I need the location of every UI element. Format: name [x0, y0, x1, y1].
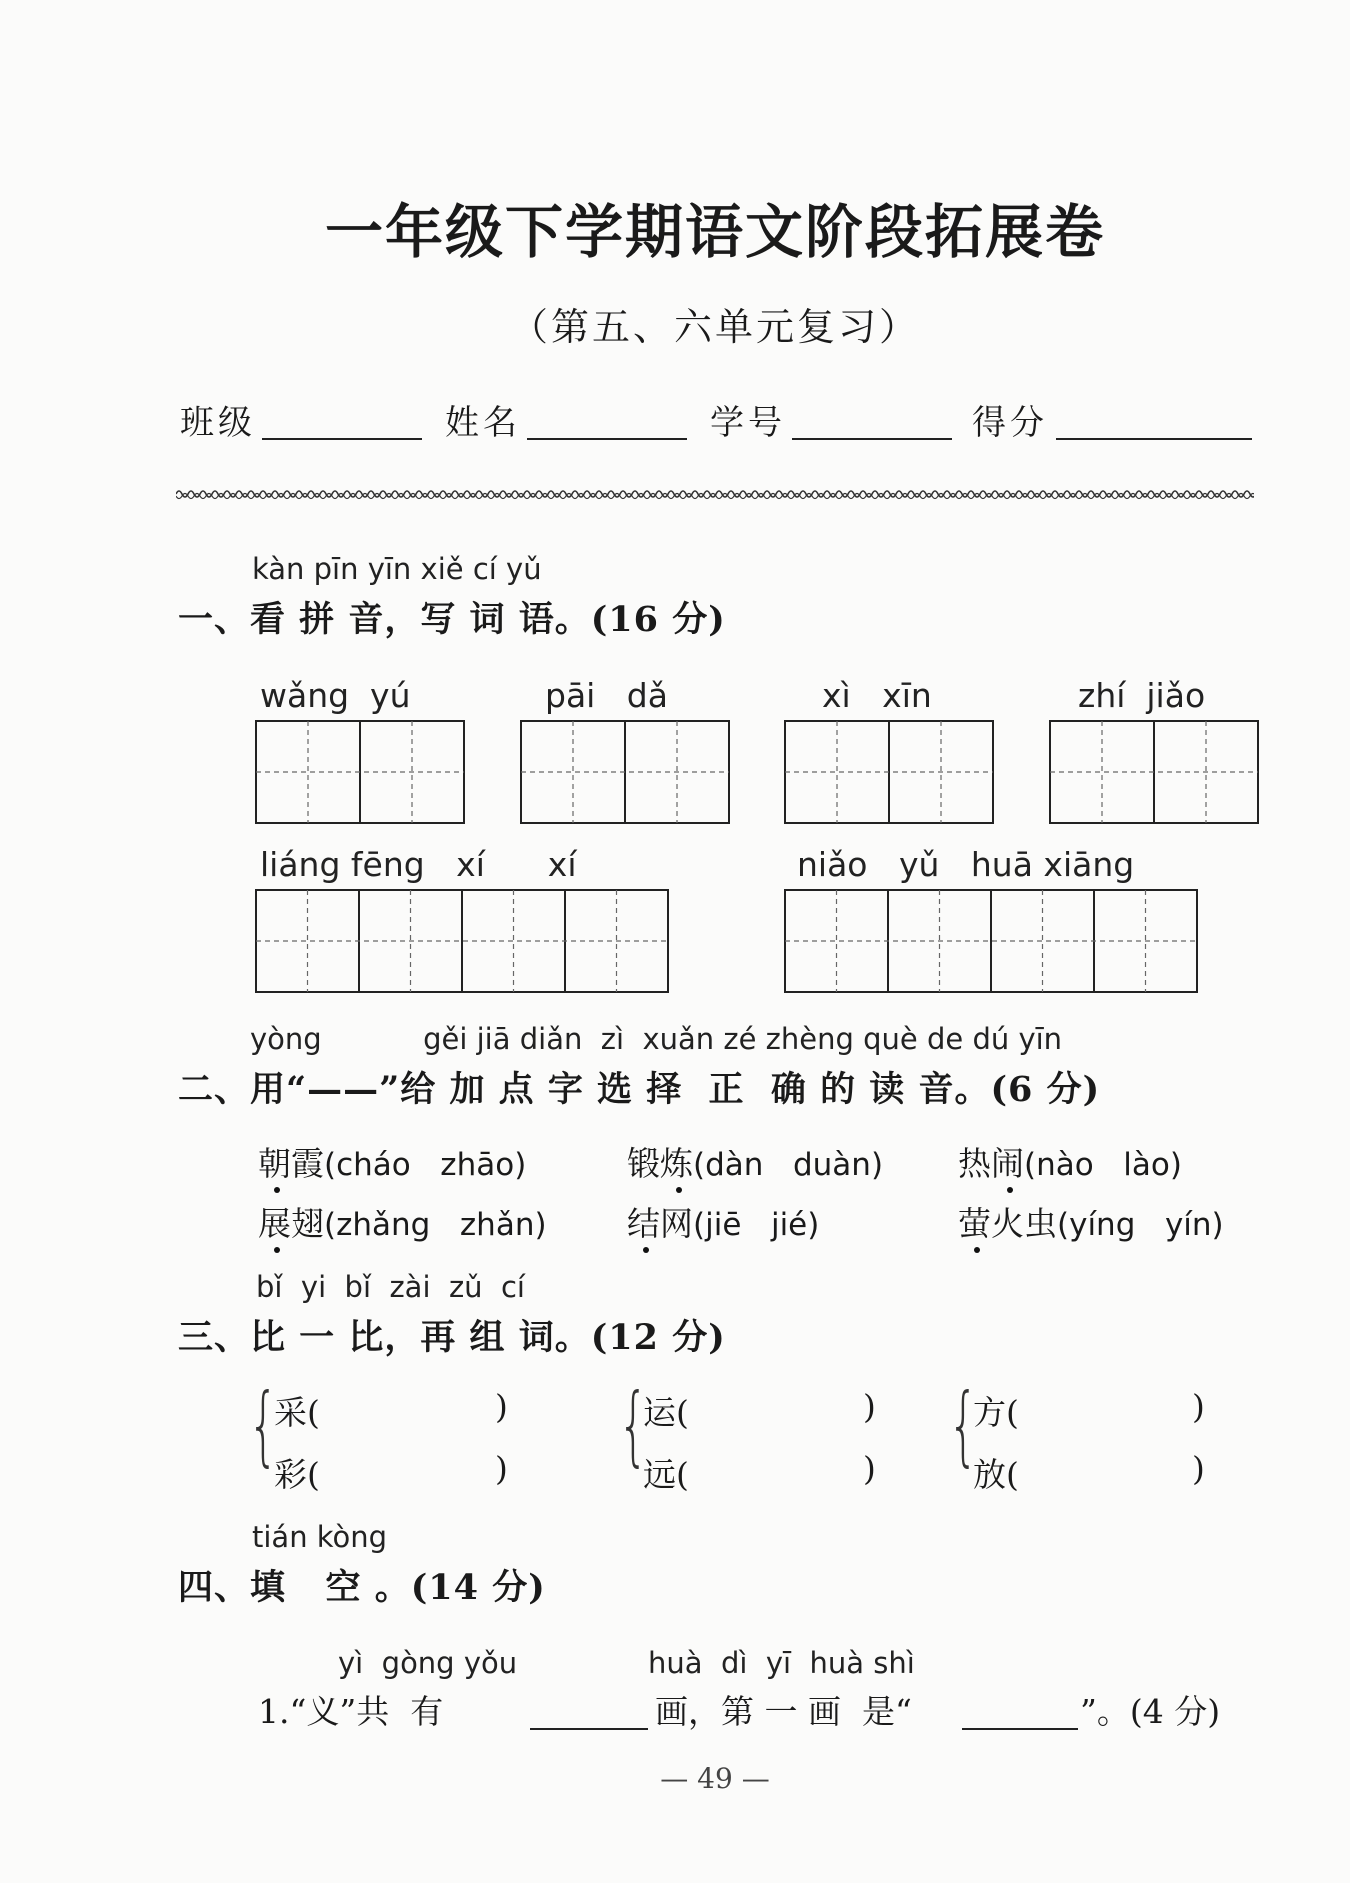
pinyin-options: (nào lào): [1024, 1147, 1182, 1183]
item-word: 热闹: [958, 1144, 1024, 1183]
section4-heading: 四、填 空 。(14 分): [178, 1567, 546, 1608]
section2-pinyin: yòng gěi jiā diǎn zì xuǎn zé zhèng què de dú yīn: [250, 1022, 1063, 1056]
class-field[interactable]: [262, 438, 422, 440]
emphasis-dot: [274, 1187, 280, 1193]
writing-grid[interactable]: [520, 720, 730, 824]
brace-icon: {: [618, 1376, 649, 1477]
brace-icon: {: [248, 1376, 279, 1477]
section3-pinyin: bǐ yi bǐ zài zǔ cí: [256, 1270, 525, 1304]
pinyin-label: zhí jiǎo: [1078, 676, 1206, 715]
reading-item[interactable]: [627, 1138, 883, 1185]
q1-stroke-count-field[interactable]: [530, 1728, 648, 1730]
emphasis-dot: [974, 1247, 980, 1253]
student-id-field[interactable]: [792, 438, 952, 440]
pinyin-options: (yíng yín): [1057, 1207, 1224, 1243]
compare-char: 彩(: [274, 1455, 320, 1494]
close-paren: ): [495, 1449, 508, 1488]
section2-heading: 二、用“——”给 加 点 字 选 择 正 确 的 读 音。(6 分): [178, 1069, 1101, 1110]
class-label: 班级: [180, 403, 256, 443]
q1-pinyin: yì gòng yǒu: [338, 1646, 518, 1680]
name-field[interactable]: [527, 438, 687, 440]
close-paren: ): [1192, 1449, 1205, 1488]
score-field[interactable]: [1056, 438, 1252, 440]
name-label: 姓名: [445, 403, 521, 443]
q1-mid: 画，第 一 画 是“: [655, 1692, 912, 1731]
pinyin-label: niǎo yǔ huā xiāng: [797, 845, 1135, 884]
score-label: 得分: [972, 403, 1048, 443]
student-id-label: 学号: [710, 403, 786, 443]
pinyin-options: (cháo zhāo): [324, 1147, 527, 1183]
emphasis-dot: [676, 1187, 682, 1193]
compare-char: 采(: [274, 1393, 320, 1432]
pinyin-options: (dàn duàn): [693, 1147, 884, 1183]
section1-heading: 一、看 拼 音，写 词 语。(16 分): [178, 599, 726, 640]
reading-item[interactable]: [258, 1138, 526, 1185]
reading-item[interactable]: [958, 1198, 1224, 1245]
pinyin-label: liáng fēng xí xí: [260, 845, 577, 884]
pinyin-options: (jiē jié): [693, 1207, 820, 1243]
close-paren: ): [863, 1449, 876, 1488]
close-paren: ): [1192, 1387, 1205, 1426]
emphasis-dot: [274, 1247, 280, 1253]
pinyin-label: wǎng yú: [260, 676, 411, 715]
writing-grid[interactable]: [255, 889, 669, 993]
pinyin-options: (zhǎng zhǎn): [324, 1207, 547, 1243]
compare-char: 远(: [643, 1455, 689, 1494]
writing-grid[interactable]: [784, 889, 1198, 993]
section4-pinyin: tián kòng: [252, 1520, 388, 1554]
pinyin-label: xì xīn: [822, 676, 932, 715]
pinyin-label: pāi dǎ: [545, 676, 668, 715]
item-word: 结网: [627, 1204, 693, 1243]
q1-pinyin: huà dì yī huà shì: [648, 1646, 915, 1680]
brace-icon: {: [948, 1376, 979, 1477]
writing-grid[interactable]: [1049, 720, 1259, 824]
reading-item[interactable]: [627, 1198, 819, 1245]
q1-first-stroke-field[interactable]: [962, 1728, 1078, 1730]
close-paren: ): [863, 1387, 876, 1426]
page-subtitle: （第五、六单元复习）: [509, 305, 920, 349]
section3-heading: 三、比 一 比，再 组 词。(12 分): [178, 1317, 726, 1358]
item-word: 展翅: [258, 1204, 324, 1243]
compare-char: 方(: [973, 1393, 1019, 1432]
writing-grid[interactable]: [784, 720, 994, 824]
reading-item[interactable]: [958, 1138, 1182, 1185]
q1-prefix: 1.“义”共 有: [258, 1692, 444, 1731]
item-word: 锻炼: [627, 1144, 693, 1183]
writing-grid[interactable]: [255, 720, 465, 824]
section1-pinyin: kàn pīn yīn xiě cí yǔ: [252, 552, 542, 586]
emphasis-dot: [643, 1247, 649, 1253]
close-paren: ): [495, 1387, 508, 1426]
emphasis-dot: [1007, 1187, 1013, 1193]
wavy-divider: [176, 486, 1254, 502]
page-title: 一年级下学期语文阶段拓展卷: [324, 198, 1105, 266]
page-number: — 49 —: [660, 1762, 770, 1795]
compare-char: 运(: [643, 1393, 689, 1432]
q1-suffix: ”。(4 分): [1080, 1692, 1221, 1731]
item-word: 朝霞: [258, 1144, 324, 1183]
reading-item[interactable]: [258, 1198, 547, 1245]
compare-char: 放(: [973, 1455, 1019, 1494]
item-word: 萤火虫: [958, 1204, 1057, 1243]
